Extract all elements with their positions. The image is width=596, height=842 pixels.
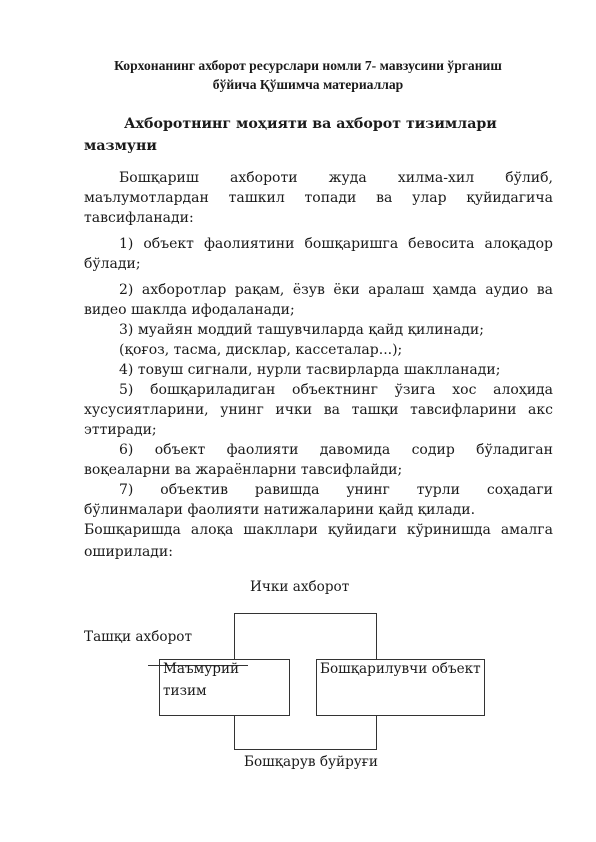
list-item-line: 5) бошқариладиган объектнинг ўзига хос алоҳида xyxy=(119,382,553,398)
list-item-line: эттиради; xyxy=(84,422,157,438)
feedback-diagram xyxy=(0,570,596,800)
list-item-line: 2) ахборотлар рақам, ёзув ёки аралаш ҳамда аудио ва xyxy=(119,282,553,298)
list-item-line: 6) объект фаолияти давомида содир бўладиган xyxy=(119,442,553,458)
paragraph-line: Бошқаришда алоқа шакллари қуйидаги кўринишда амалга xyxy=(84,522,553,538)
list-item-line: бўлинмалари фаолияти натижаларини қайд қилади. xyxy=(84,502,476,518)
managed-object-label: Бошқарилувчи объект xyxy=(320,661,481,677)
list-body xyxy=(84,234,553,520)
section-title-line: мазмуни xyxy=(84,138,157,154)
bottom-right-connector xyxy=(376,716,377,750)
list-item-line: хусусиятларини, унинг ички ва ташқи тавсифларини акс xyxy=(84,402,553,418)
command-label: Бошқарув буйруғи xyxy=(244,754,378,770)
top-right-connector xyxy=(376,613,377,659)
internal-info-label: Ички ахборот xyxy=(250,579,350,595)
body-text xyxy=(84,168,553,228)
paragraph-line: маълумотлардан ташкил топади ва улар қуйидагича xyxy=(84,190,553,206)
paragraph-line: Бошқариш ахбороти жуда хилма-хил бўлиб, xyxy=(119,170,553,186)
section-title xyxy=(84,113,524,157)
bottom-left-connector xyxy=(234,716,235,750)
list-item-line: видео шаклда ифодаланади; xyxy=(84,302,295,318)
bottom-connector xyxy=(234,749,377,750)
list-item-line: 3) муайян моддий ташувчиларда қайд қилинади; xyxy=(119,322,484,338)
paragraph-line: оширилади: xyxy=(84,544,173,560)
list-item-line: 7) объектив равишда унинг турли соҳадаги xyxy=(119,482,553,498)
external-info-label: Ташқи ахборот xyxy=(84,629,192,645)
paragraph-line: тавсифланади: xyxy=(84,210,194,226)
list-item-line: воқеаларни ва жараёнларни тавсифлайди; xyxy=(84,462,403,478)
top-connector xyxy=(234,613,377,614)
header-title-line: Корхонанинг ахборот ресурслари номли 7- мавзусини ўрганиш xyxy=(114,58,502,73)
section-title-line: Ахборотнинг моҳияти ва ахборот тизимлари xyxy=(124,116,497,132)
top-left-connector xyxy=(234,613,235,659)
list-item-line: бўлади; xyxy=(84,256,141,272)
document-header-title xyxy=(70,56,546,94)
closing-text xyxy=(84,519,553,563)
administrative-system-label: Маъмурий xyxy=(163,661,240,677)
list-item-line: (қоғоз, тасма, дисклар, кассеталар...); xyxy=(119,342,403,358)
list-item-line: 4) товуш сигнали, нурли тасвирларда шаклланади; xyxy=(119,362,501,378)
header-title-line: бўйича Қўшимча материаллар xyxy=(212,77,404,92)
administrative-system-label: тизим xyxy=(163,683,207,699)
list-item-line: 1) объект фаолиятини бошқаришга бевосита алоқадор xyxy=(119,236,553,252)
